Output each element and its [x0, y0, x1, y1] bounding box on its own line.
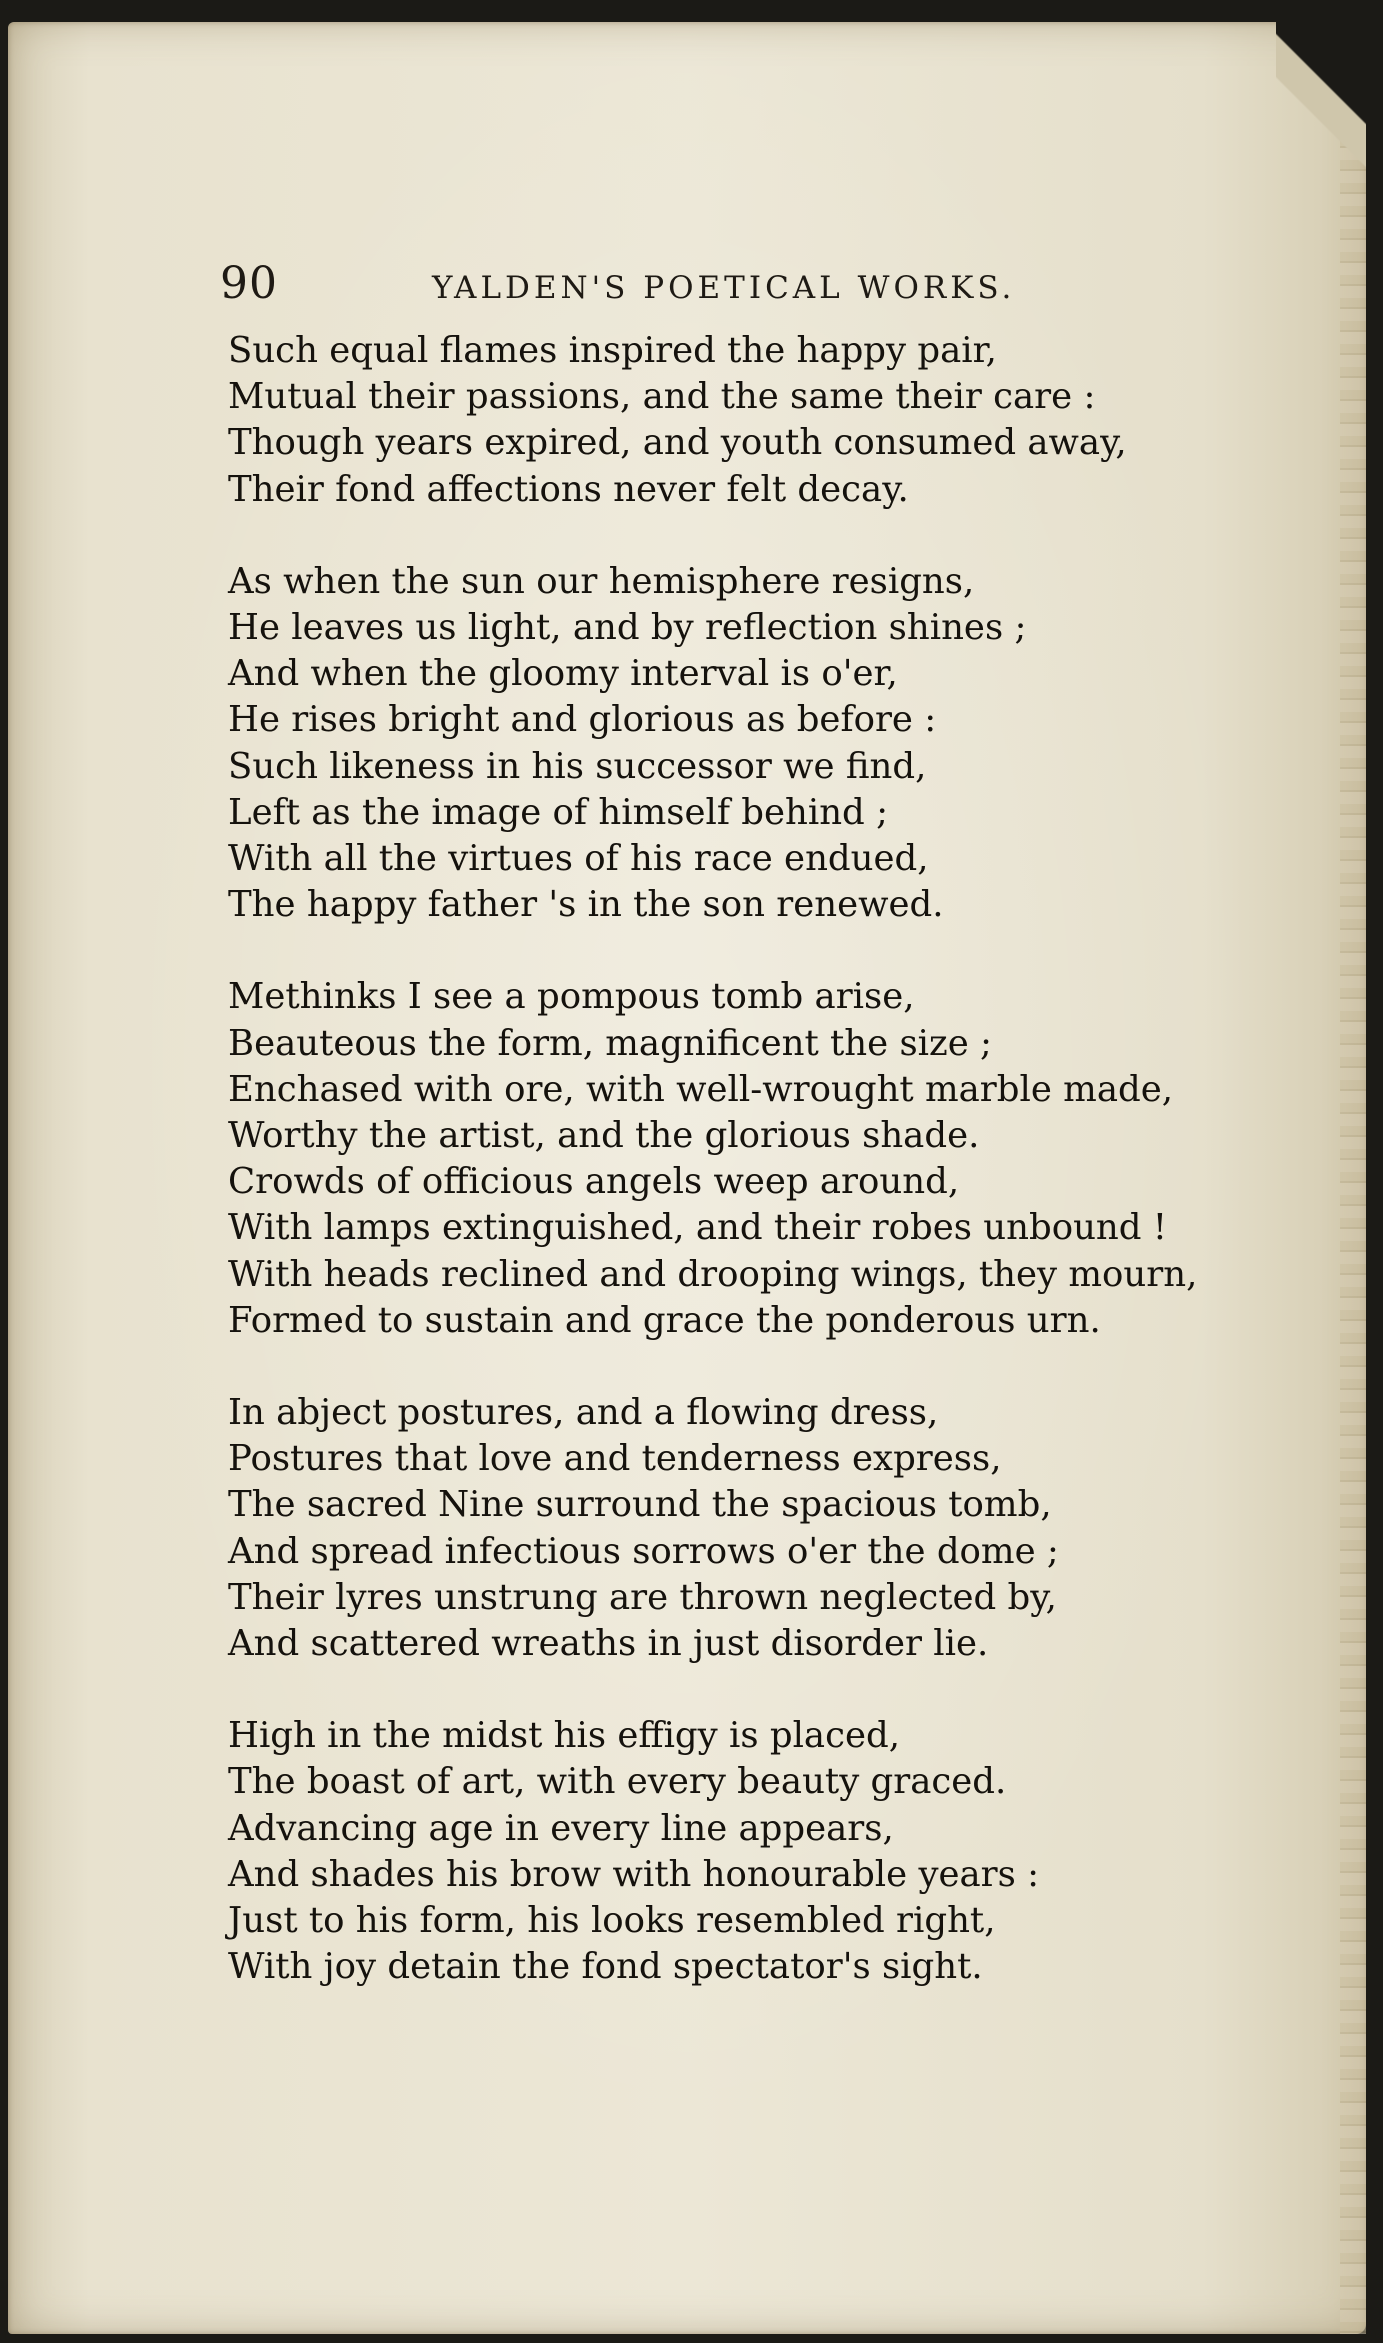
- poem-line: Worthy the artist, and the glorious shade.: [228, 1115, 980, 1157]
- poem-line: And when the gloomy interval is o'er,: [228, 653, 898, 695]
- poem-line: And scattered wreaths in just disorder lie.: [228, 1623, 989, 1665]
- stanza: [228, 328, 1288, 513]
- poem-line: Though years expired, and youth consumed away,: [228, 422, 1127, 464]
- poem-line: And shades his brow with honourable years :: [228, 1853, 1040, 1895]
- poem-line: Formed to sustain and grace the ponderous urn.: [228, 1299, 1101, 1341]
- poem-line: Mutual their passions, and the same their care :: [228, 376, 1096, 418]
- poem-line: With all the virtues of his race endued,: [228, 838, 929, 880]
- poem-line: As when the sun our hemisphere resigns,: [228, 560, 975, 602]
- poem-line: He rises bright and glorious as before :: [228, 699, 937, 741]
- stanza: [228, 974, 1288, 1344]
- poem-line: Methinks I see a pompous tomb arise,: [228, 976, 915, 1018]
- poem-line: Their fond affections never felt decay.: [228, 468, 909, 510]
- poem-line: Such equal flames inspired the happy pair,: [228, 330, 997, 371]
- poem-line: He leaves us light, and by reflection shines ;: [228, 607, 1027, 649]
- poem-line: Beauteous the form, magnificent the size ;: [228, 1022, 992, 1064]
- poem-line: Advancing age in every line appears,: [228, 1807, 894, 1849]
- poem-line: The sacred Nine surround the spacious tomb,: [228, 1484, 1052, 1526]
- page-number: 90: [220, 258, 278, 309]
- poem-line: Left as the image of himself behind ;: [228, 791, 889, 833]
- running-title: YALDEN'S POETICAL WORKS.: [432, 270, 1016, 306]
- poem-line: With heads reclined and drooping wings, they mourn,: [228, 1253, 1198, 1295]
- poem-line: Such likeness in his successor we find,: [228, 745, 927, 787]
- book-page: [8, 22, 1366, 2334]
- poem-line: Their lyres unstrung are thrown neglected by,: [228, 1576, 1057, 1618]
- poem-line: And spread infectious sorrows o'er the dome ;: [228, 1530, 1059, 1572]
- poem-line: Just to his form, his looks resembled right,: [228, 1900, 996, 1942]
- poem-line: With joy detain the fond spectator's sight.: [228, 1946, 983, 1988]
- stanza: [228, 559, 1288, 929]
- stanza: [228, 1390, 1288, 1667]
- poem-line: Postures that love and tenderness express,: [228, 1438, 1002, 1480]
- poem-line: The boast of art, with every beauty graced.: [228, 1761, 1007, 1803]
- poem-line: In abject postures, and a flowing dress,: [228, 1392, 939, 1434]
- poem-line: The happy father 's in the son renewed.: [228, 884, 944, 926]
- page-edge-wear: [1340, 22, 1366, 2334]
- poem-line: High in the midst his effigy is placed,: [228, 1715, 900, 1757]
- poem-line: With lamps extinguished, and their robes unbound !: [228, 1207, 1168, 1249]
- stanza: [228, 1713, 1288, 1990]
- poem-body: [228, 328, 1288, 2037]
- poem-line: Crowds of officious angels weep around,: [228, 1161, 960, 1203]
- poem-line: Enchased with ore, with well-wrought marble made,: [228, 1068, 1173, 1110]
- running-head: [220, 258, 1200, 318]
